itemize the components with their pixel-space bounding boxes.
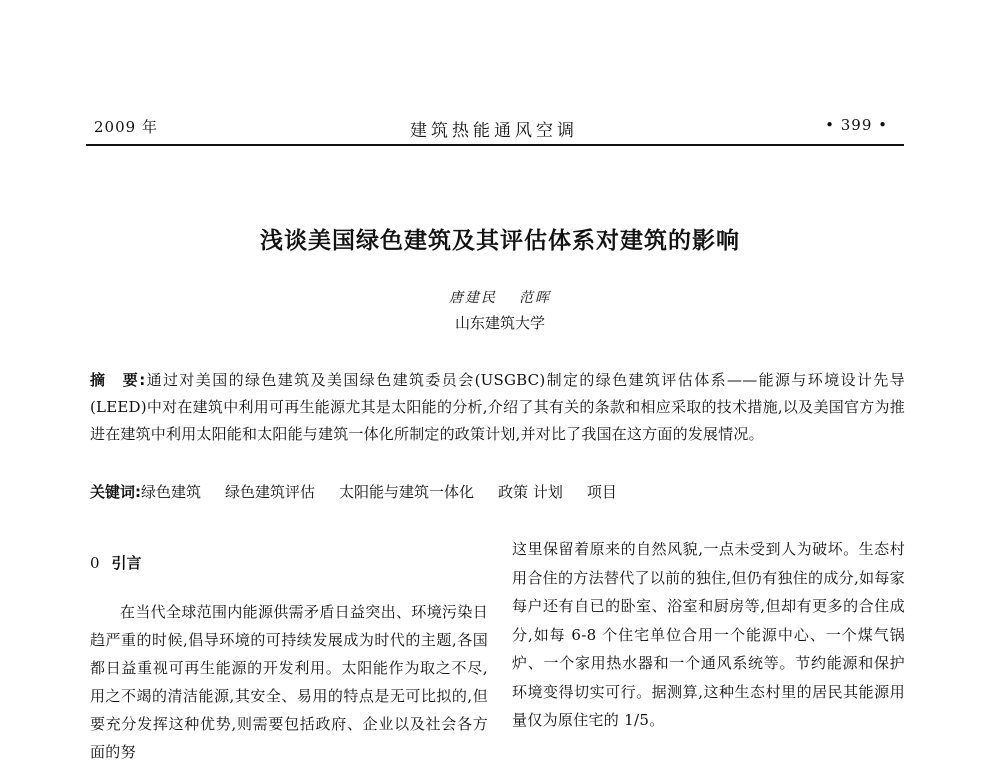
- keyword: 项目: [586, 483, 617, 501]
- header-journal-name: 建筑热能通风空调: [410, 121, 578, 141]
- abstract: [90, 367, 905, 448]
- section-number: 0: [90, 554, 100, 572]
- author-name: 唐建民: [449, 290, 497, 306]
- author-list: [0, 287, 1000, 307]
- body-paragraph: 这里保留着原来的自然风貌,一点未受到人为破坏。生态村用合住的方法替代了以前的独住,但仍有独住的成分,如每家每户还有自已的卧室、浴室和厨房等,但却有更多的合住成分,如每 6-8 个住宅单位合用一个能源中心、一个煤气锅炉、一个家用热水器和一个通风系统等。节约能源和保护环境变得切实可行。据测算,这种生态村里的居民其能源用量仅为原住宅的 1/5。: [512, 540, 905, 729]
- keywords-label: 关键词:: [90, 483, 141, 501]
- running-header: [86, 116, 902, 140]
- keyword: 政策 计划: [498, 483, 563, 501]
- body-paragraph: 在当代全球范围内能源供需矛盾日益突出、环境污染日趋严重的时候,倡导环境的可持续发展成为时代的主题,各国都日益重视可再生能源的开发利用。太阳能作为取之不尽,用之不竭的清洁能源,其安全、易用的特点是无可比拟的,但要充分发挥这种优势,则需要包括政府、企业以及社会各方面的努: [90, 603, 488, 761]
- article-title: 浅谈美国绿色建筑及其评估体系对建筑的影响: [260, 228, 740, 254]
- keyword: 绿色建筑评估: [225, 483, 316, 501]
- section-title: 引言: [111, 554, 142, 572]
- keywords: [90, 480, 905, 504]
- abstract-text: 通过对美国的绿色建筑及美国绿色建筑委员会(USGBC)制定的绿色建筑评估体系——能源与环境设计先导(LEED)中对在建筑中利用可再生能源尤其是太阳能的分析,介绍了其有关的条款和相应采取的技术措施,以及美国官方为推进在建筑中利用太阳能和太阳能与建筑一体化所制定的政策计划,并对比了我国在这方面的发展情况。: [90, 371, 905, 443]
- keyword: 绿色建筑: [141, 483, 202, 501]
- right-column: [512, 535, 905, 735]
- author-affiliation: 山东建筑大学: [454, 314, 545, 332]
- left-column: [90, 548, 488, 766]
- keyword: 太阳能与建筑一体化: [339, 483, 475, 501]
- abstract-label: 摘 要:: [90, 371, 146, 389]
- header-page-number: • 399 •: [825, 116, 888, 134]
- section-heading: [90, 548, 488, 578]
- header-rule: [86, 144, 904, 146]
- author-name: 范晖: [519, 290, 551, 306]
- header-year: 2009 年: [94, 118, 158, 136]
